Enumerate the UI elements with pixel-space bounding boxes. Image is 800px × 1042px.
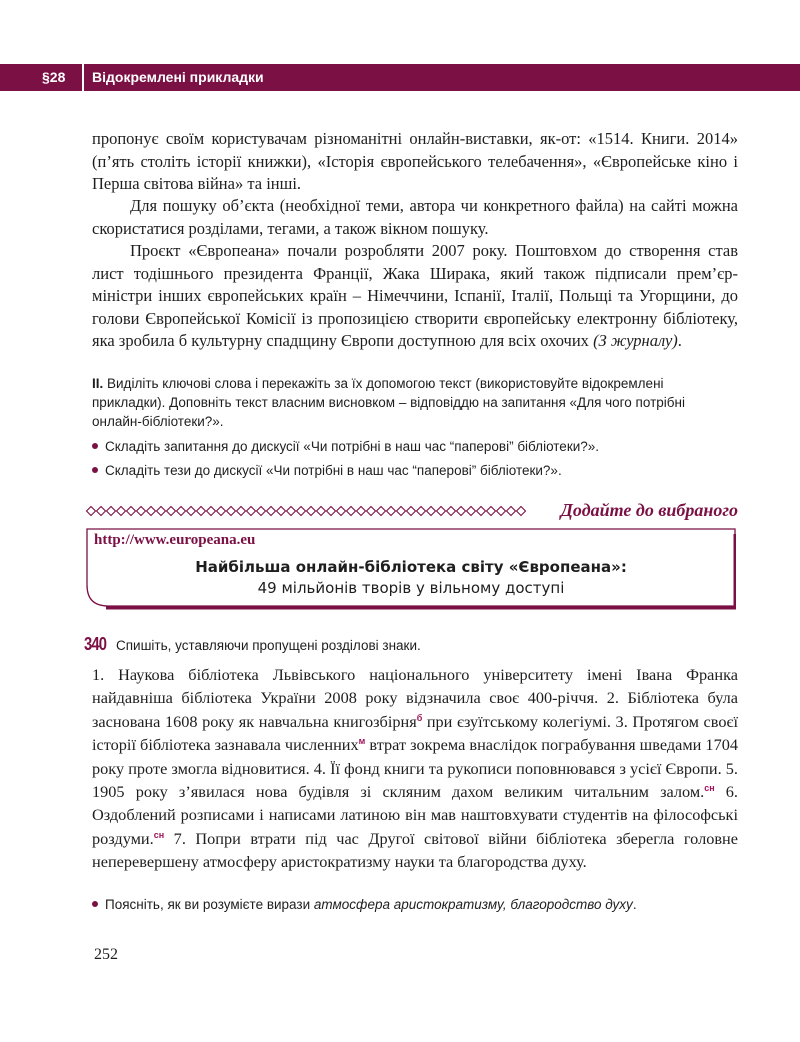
bullet-text-italic: атмосфера аристократизму, благородство духу xyxy=(313,897,633,912)
task-2-label: ІІ. xyxy=(92,376,104,391)
annotation-mark: б xyxy=(416,712,423,723)
favorites-box xyxy=(86,528,736,610)
paragraph-3 xyxy=(92,240,738,353)
annotation-mark: м xyxy=(358,736,366,747)
paragraph-3-end: . xyxy=(677,331,682,351)
bullet-text-prefix: Поясніть, як ви розумієте вирази xyxy=(105,897,314,912)
page-number: 252 xyxy=(94,946,118,963)
section-title: Відокремлені прикладки xyxy=(92,69,264,85)
europeana-link[interactable]: http://www.europeana.eu xyxy=(94,532,256,548)
annotation-mark: сн xyxy=(704,783,715,794)
exercise-text-part: при єзуїтському колегіумі. 3. Протягом своєї історії бібліотека зазнавала численних xyxy=(92,711,738,755)
paragraph-3-source: (З журналу) xyxy=(593,331,678,351)
exercise-number: 340 xyxy=(84,634,107,654)
bullet-text: Складіть запитання до дискусії «Чи потрібні в наш час “паперові” бібліотеки?». xyxy=(105,439,600,454)
task-2-text: Виділіть ключові слова і перекажіть за їх допомогою текст (використовуйте відокремлені прикладки). Доповніть текст власним висновком – відповіддю на запитання «Для чого потрібні онлайн-бібліотеки?». xyxy=(92,376,685,429)
diamond-border-icon xyxy=(85,504,530,518)
bullet-dot-icon xyxy=(92,443,98,449)
paragraph-3-main: Проєкт «Європеана» почали розробляти 2007 року. Поштовхом до створення став лист тодішнього президента Франції, Жака Ширака, який також підписали прем’єр-міністри інших європейських країн – Німеччини, Іспанії, Італії, Польщі та Угорщини, до голови Європейської Комісії із пропозицією створити європейську електронну бібліотеку, яка зробила б культурну спадщину Європи доступною для всіх охочих xyxy=(92,241,738,351)
bullet-text-suffix: . xyxy=(632,897,637,912)
exercise-text-part: 7. Попри втрати під час Другої світової війни бібліотека зберегла головне неперевершену атмосферу аристократизму науки та благородства духу. xyxy=(92,828,738,872)
bullet-text xyxy=(105,895,637,914)
exercise-text-part: 6. Оздоблений розписами і написами латиною він мав наштовхувати студентів на філософські роздуми. xyxy=(92,782,738,848)
bullet-dot-icon xyxy=(92,467,98,473)
paragraph-2: Для пошуку об’єкта (необхідної теми, автора чи конкретного файла) на сайті можна скористатися розділами, тегами, а також вікном пошуку. xyxy=(92,196,738,238)
favorites-header xyxy=(85,500,740,522)
exercise-text-part: втрат зокрема внаслідок пограбування шведами 1704 року проте змогла відновитися. 4. Її фонд книги та рукописи поповнювався з усієї Європи. 5. 1905 року з’явилася нова будівля зі скляним дахом великим читальним залом. xyxy=(92,735,738,802)
annotation-mark: сн xyxy=(153,829,165,840)
bullet-text: Складіть тези до дискусії «Чи потрібні в наш час “паперові” бібліотеки?». xyxy=(105,463,562,478)
paragraph-1: пропонує своїм користувачам різноманітні онлайн-виставки, як-от: «1514. Книги. 2014» (п’ять століть історії книжки), «Історія європейського телебачення», «Європейське кіно і Перша світова війна» та інші. xyxy=(92,129,738,194)
task-2 xyxy=(92,374,738,431)
favorites-line-1: Найбільша онлайн-бібліотека світу «Європеана»: xyxy=(195,558,627,576)
exercise-text-part: 1. Наукова бібліотека Львівського національного університету імені Івана Франка найдавніша бібліотека України 2008 року відзначила своє 400-річчя. 2. Бібліотека була заснована 1608 року як навчальна книгозбірня xyxy=(92,665,738,731)
bullet-dot-icon xyxy=(92,901,98,907)
exercise-instruction: Спишіть, уставляючи пропущені розділові знаки. xyxy=(116,638,421,653)
section-number: §28 xyxy=(42,69,66,85)
favorites-label: Додайте до вибраного xyxy=(560,500,738,520)
favorites-line-2: 49 мільйонів творів у вільному доступі xyxy=(257,579,565,597)
section-header xyxy=(0,64,800,91)
exercise-text xyxy=(92,663,738,874)
header-divider xyxy=(82,64,84,91)
